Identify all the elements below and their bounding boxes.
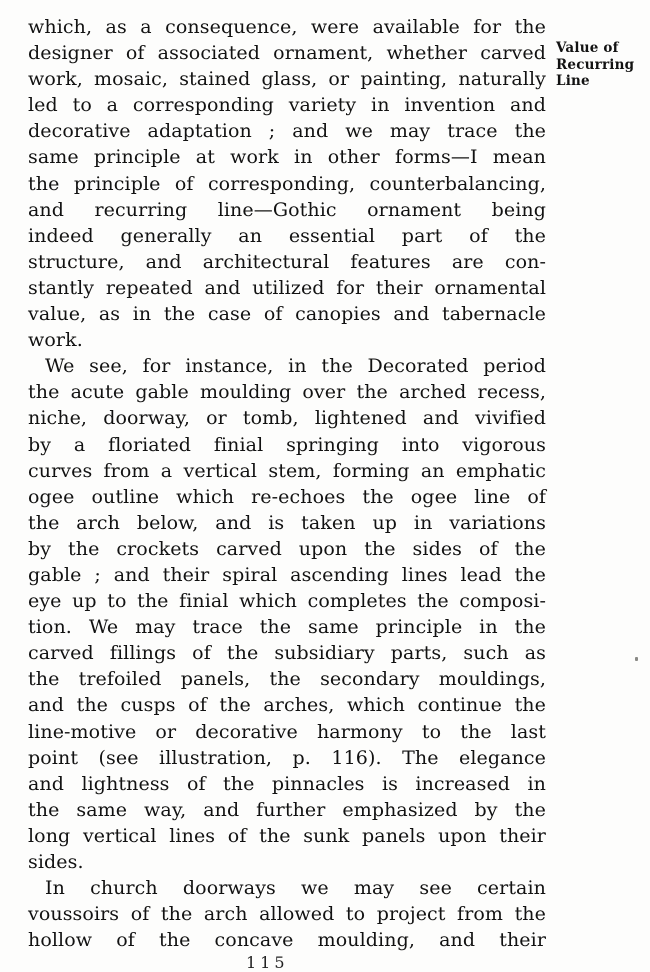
margin-note-line: Line <box>556 73 590 89</box>
text-line: and recurring line—Gothic ornament being <box>28 198 546 221</box>
text-line: the trefoiled panels, the secondary mouldings, <box>28 668 546 691</box>
text-line: value, as in the case of canopies and tabernacle <box>28 303 546 326</box>
margin-note <box>556 40 648 90</box>
text-line: ogee outline which re-echoes the ogee line of <box>28 485 546 508</box>
text-line: designer of associated ornament, whether carved <box>28 42 546 65</box>
text-line: stantly repeated and utilized for their ornamental <box>28 276 546 299</box>
text-line: the same way, and further emphasized by the <box>28 798 546 821</box>
text-line: and lightness of the pinnacles is increased in <box>28 772 546 795</box>
text-line: decorative adaptation ; and we may trace the <box>28 120 546 143</box>
text-line: structure, and architectural features are con- <box>28 250 546 273</box>
text-line: work, mosaic, stained glass, or painting, naturally <box>28 68 546 91</box>
text-line: which, as a consequence, were available for the <box>28 16 546 38</box>
text-line: same principle at work in other forms—I mean <box>28 146 546 169</box>
text-line: led to a corresponding variety in invention and <box>28 94 546 117</box>
body-text <box>28 14 546 953</box>
text-line: point (see illustration, p. 116). The elegance <box>28 746 546 769</box>
text-line: In church doorways we may see certain <box>45 877 546 900</box>
text-line: line-motive or decorative harmony to the last <box>28 720 546 743</box>
text-line: and the cusps of the arches, which continue the <box>28 694 546 717</box>
text-line: indeed generally an essential part of the <box>28 224 546 247</box>
text-line: long vertical lines of the sunk panels upon their <box>28 824 546 847</box>
margin-note-line: Recurring <box>556 56 635 73</box>
text-line: carved fillings of the subsidiary parts, such as <box>28 642 546 665</box>
text-line: the arch below, and is taken up in variations <box>28 511 546 534</box>
text-line: the acute gable moulding over the arched recess, <box>28 381 546 404</box>
text-line: by the crockets carved upon the sides of the <box>28 537 546 560</box>
text-line: hollow of the concave moulding, and their <box>28 929 546 952</box>
scan-speck <box>635 657 638 661</box>
text-line: gable ; and their spiral ascending lines lead the <box>28 563 546 586</box>
text-line: voussoirs of the arch allowed to project from the <box>28 903 546 926</box>
text-line: tion. We may trace the same principle in the <box>28 616 546 639</box>
text-line: work. <box>28 329 83 352</box>
margin-note-line: Value of <box>556 40 619 56</box>
text-line: We see, for instance, in the Decorated period <box>45 355 546 378</box>
text-line: eye up to the finial which completes the composi- <box>28 590 546 613</box>
text-line: by a floriated finial springing into vigorous <box>28 433 546 456</box>
text-line: the principle of corresponding, counterbalancing, <box>28 172 546 195</box>
text-line: niche, doorway, or tomb, lightened and vivified <box>28 407 546 430</box>
text-line: curves from a vertical stem, forming an emphatic <box>28 459 546 482</box>
text-line: sides. <box>28 851 84 873</box>
page-number: 115 <box>246 953 289 972</box>
